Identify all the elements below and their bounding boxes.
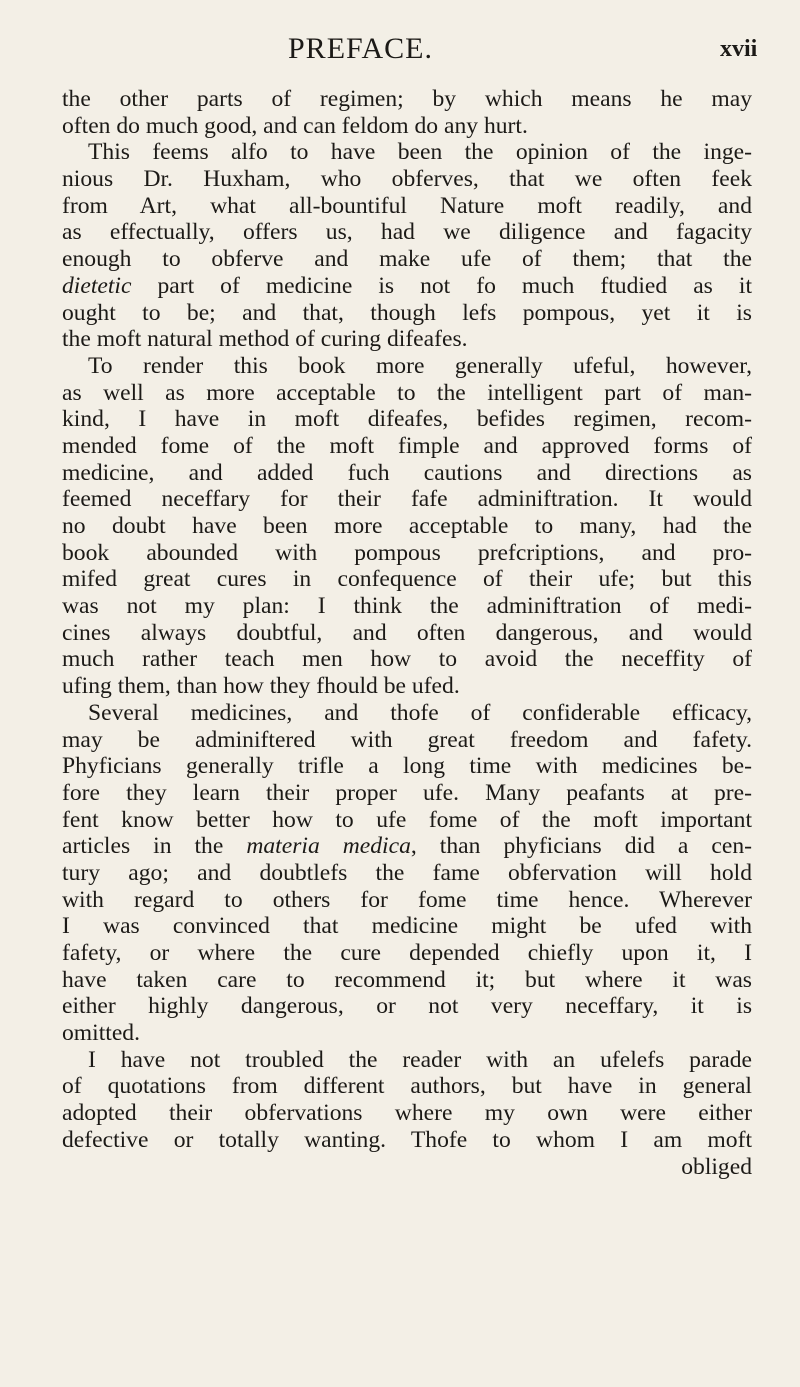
text-line: mifed great cures in confequence of their ufe; but this <box>62 566 752 593</box>
running-head <box>0 32 800 72</box>
text-line: have taken care to recommend it; but where it was <box>62 966 752 993</box>
text-line: medicine, and added fuch cautions and directions as <box>62 459 752 486</box>
text-fragment: articles in the <box>62 833 247 860</box>
text-line: was not my plan: I think the adminiftration of medi- <box>62 593 752 620</box>
text-line: I have not troubled the reader with an ufelefs parade <box>88 1046 752 1073</box>
text-line: defective or totally wanting. Thofe to whom I am moft <box>62 1126 752 1153</box>
text-line: adopted their obfervations where my own were either <box>62 1100 752 1127</box>
italic-term: dietetic <box>62 272 132 299</box>
text-line: no doubt have been more acceptable to many, had the <box>62 513 752 539</box>
text-line: from Art, what all-bountiful Nature moft readily, and <box>62 192 752 219</box>
text-line: kind, I have in moft difeafes, befides regimen, recom- <box>62 406 752 433</box>
text-line: as effectually, offers us, had we diligence and fagacity <box>62 219 752 246</box>
text-line: often do much good, and can feldom do any hurt. <box>62 112 528 139</box>
text-line: cines always doubtful, and often dangerous, and would <box>62 619 752 646</box>
text-line: I was convinced that medicine might be ufed with <box>62 913 752 940</box>
text-line: book abounded with pompous prefcriptions, and pro- <box>62 539 752 566</box>
running-head-title: PREFACE. <box>288 32 433 65</box>
text-line: nious Dr. Huxham, who obferves, that we often feek <box>62 166 752 193</box>
body-text <box>62 86 752 1180</box>
text-line: with regard to others for fome time hence. Wherever <box>62 886 752 913</box>
text-line: mended fome of the moft fimple and approved forms of <box>62 432 752 459</box>
text-line: the other parts of regimen; by which means he may <box>62 86 752 112</box>
text-line: fore they learn their proper ufe. Many peafants at pre- <box>62 779 752 806</box>
text-line: ought to be; and that, though lefs pompous, yet it is <box>62 299 752 326</box>
page-number: xvii <box>720 36 758 62</box>
text-line: tury ago; and doubtlefs the fame obfervation will hold <box>62 859 752 886</box>
italic-term: materia medica <box>246 833 411 860</box>
text-fragment: , than phyficians did a cen- <box>410 833 752 860</box>
text-line: of quotations from different authors, but have in general <box>62 1073 752 1100</box>
text-line: the moft natural method of curing difeafes. <box>62 326 468 353</box>
text-line <box>62 833 752 860</box>
text-line: either highly dangerous, or not very neceffary, it is <box>62 993 752 1020</box>
text-line: may be adminiftered with great freedom and fafety. <box>62 726 752 753</box>
text-line: feemed neceffary for their fafe adminiftration. It would <box>62 486 752 513</box>
text-line: omitted. <box>62 1020 140 1047</box>
text-line: enough to obferve and make ufe of them; that the <box>62 246 752 273</box>
text-line: as well as more acceptable to the intelligent part of man- <box>62 379 752 406</box>
text-line: To render this book more generally ufeful, however, <box>88 352 752 379</box>
text-line: much rather teach men how to avoid the neceffity of <box>62 646 752 673</box>
text-line: This feems alfo to have been the opinion of the inge- <box>88 139 752 166</box>
text-line: ufing them, than how they fhould be ufed. <box>62 673 460 700</box>
catchword: obliged <box>681 1153 752 1180</box>
text-line: Phyficians generally trifle a long time with medicines be- <box>62 753 752 780</box>
text-fragment: part of medicine is not fo much ftudied as it <box>131 272 752 299</box>
text-line <box>62 273 752 300</box>
text-line: fent know better how to ufe fome of the moft important <box>62 806 752 833</box>
text-line: fafety, or where the cure depended chiefly upon it, I <box>62 940 752 966</box>
text-line: Several medicines, and thofe of confiderable efficacy, <box>88 699 752 726</box>
